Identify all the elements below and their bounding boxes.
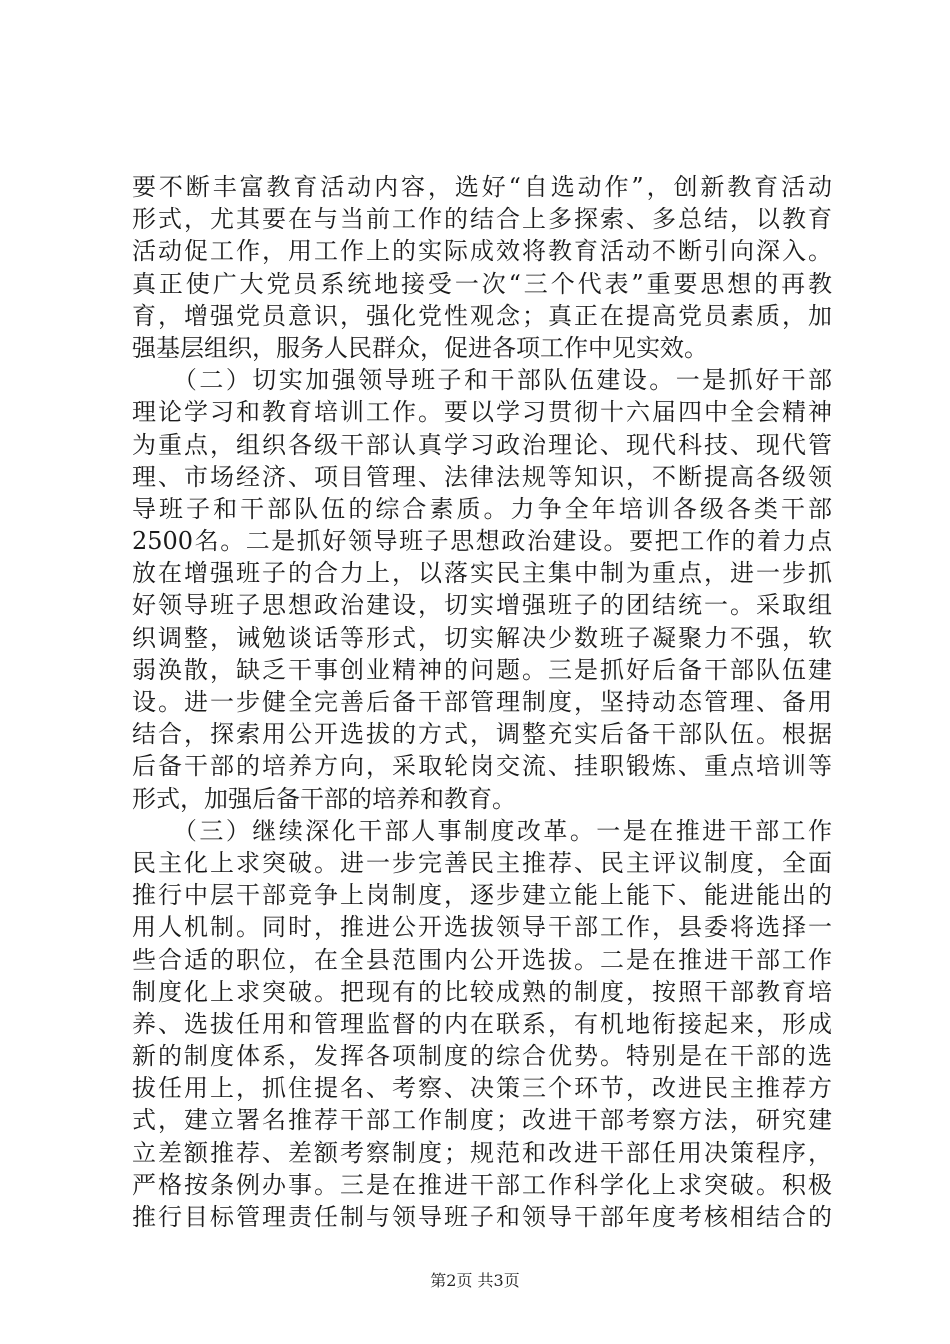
body-text-line: 织调整，诫勉谈话等形式，切实解决少数班子凝聚力不强，软 bbox=[132, 623, 832, 652]
body-text-line: （二）切实加强领导班子和干部队伍建设。一是抓好干部 bbox=[132, 366, 832, 395]
body-text-line: 些合适的职位，在全县范围内公开选拔。二是在推进干部工作 bbox=[132, 945, 832, 974]
body-text-line: 真正使广大党员系统地接受一次“三个代表”重要思想的再教 bbox=[132, 269, 832, 298]
body-text-line: 后备干部的培养方向，采取轮岗交流、挂职锻炼、重点培训等 bbox=[132, 752, 832, 781]
body-text-line: 理、市场经济、项目管理、法律法规等知识，不断提高各级领 bbox=[132, 462, 832, 491]
body-text-line: 推行中层干部竞争上岗制度，逐步建立能上能下、能进能出的 bbox=[132, 881, 832, 910]
body-text-line: 为重点，组织各级干部认真学习政治理论、现代科技、现代管 bbox=[132, 430, 832, 459]
body-text-line: （三）继续深化干部人事制度改革。一是在推进干部工作 bbox=[132, 816, 832, 845]
body-text-line: 结合，探索用公开选拔的方式，调整充实后备干部队伍。根据 bbox=[132, 720, 832, 749]
body-text-line: 放在增强班子的合力上，以落实民主集中制为重点，进一步抓 bbox=[132, 559, 832, 588]
body-text-line: 制度化上求突破。把现有的比较成熟的制度，按照干部教育培 bbox=[132, 977, 832, 1006]
body-text-line: 2500名。二是抓好领导班子思想政治建设。要把工作的着力点 bbox=[132, 527, 832, 556]
body-text-line: 活动促工作，用工作上的实际成效将教育活动不断引向深入。 bbox=[132, 237, 832, 266]
body-text-line: 用人机制。同时，推进公开选拔领导干部工作，县委将选择一 bbox=[132, 913, 832, 942]
body-text-line: 拔任用上，抓住提名、考察、决策三个环节，改进民主推荐方 bbox=[132, 1074, 832, 1103]
body-text-line: 形式，加强后备干部的培养和教育。 bbox=[132, 784, 516, 813]
body-text-line: 强基层组织，服务人民群众，促进各项工作中见实效。 bbox=[132, 333, 708, 362]
body-text-line: 新的制度体系，发挥各项制度的综合优势。特别是在干部的选 bbox=[132, 1042, 832, 1071]
body-text-line: 弱涣散，缺乏干事创业精神的问题。三是抓好后备干部队伍建 bbox=[132, 655, 832, 684]
body-text-line: 严格按条例办事。三是在推进干部工作科学化上求突破。积极 bbox=[132, 1170, 832, 1199]
body-text-line: 立差额推荐、差额考察制度；规范和改进干部任用决策程序， bbox=[132, 1138, 832, 1167]
body-text-line: 理论学习和教育培训工作。要以学习贯彻十六届四中全会精神 bbox=[132, 398, 832, 427]
body-text-line: 导班子和干部队伍的综合素质。力争全年培训各级各类干部 bbox=[132, 494, 832, 523]
body-text-line: 育，增强党员意识，强化党性观念；真正在提高党员素质，加 bbox=[132, 301, 832, 330]
body-text-line: 式，建立署名推荐干部工作制度；改进干部考察方法，研究建 bbox=[132, 1106, 832, 1135]
body-text-line: 好领导班子思想政治建设，切实增强班子的团结统一。采取组 bbox=[132, 591, 832, 620]
body-text-line: 要不断丰富教育活动内容，选好“自选动作”，创新教育活动 bbox=[132, 173, 832, 201]
body-text-line: 设。进一步健全完善后备干部管理制度，坚持动态管理、备用 bbox=[132, 688, 832, 716]
body-text-line: 养、选拔任用和管理监督的内在联系，有机地衔接起来，形成 bbox=[132, 1009, 832, 1038]
page-number-footer: 第2页 共3页 bbox=[430, 1271, 520, 1290]
body-text-line: 推行目标管理责任制与领导班子和领导干部年度考核相结合的 bbox=[132, 1203, 832, 1231]
body-text-line: 民主化上求突破。进一步完善民主推荐、民主评议制度，全面 bbox=[132, 848, 832, 877]
body-text-line: 形式，尤其要在与当前工作的结合上多探索、多总结，以教育 bbox=[132, 205, 832, 234]
document-body bbox=[132, 171, 832, 1233]
